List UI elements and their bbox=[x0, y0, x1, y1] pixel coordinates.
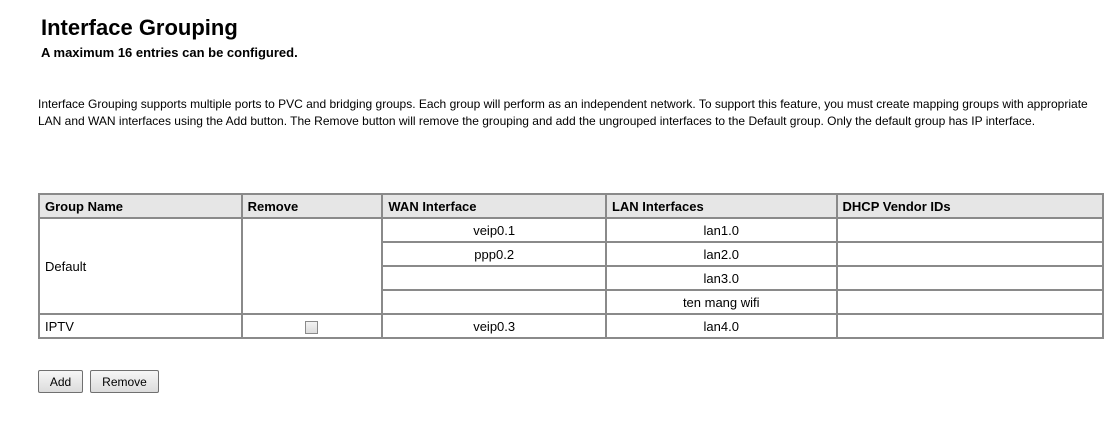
group-name-cell: IPTV bbox=[39, 314, 242, 338]
wan-interface-cell bbox=[382, 290, 606, 314]
remove-button[interactable]: Remove bbox=[90, 370, 159, 393]
header-wan-interface: WAN Interface bbox=[382, 194, 606, 218]
table-header-row bbox=[39, 194, 1103, 218]
table-row bbox=[39, 218, 1103, 242]
header-group-name: Group Name bbox=[39, 194, 242, 218]
header-dhcp-vendor-ids: DHCP Vendor IDs bbox=[837, 194, 1103, 218]
lan-interface-cell: lan4.0 bbox=[606, 314, 837, 338]
dhcp-vendor-cell bbox=[837, 290, 1103, 314]
lan-interface-cell: ten mang wifi bbox=[606, 290, 837, 314]
group-name-cell: Default bbox=[39, 218, 242, 314]
add-button[interactable]: Add bbox=[38, 370, 83, 393]
dhcp-vendor-cell bbox=[837, 218, 1103, 242]
wan-interface-cell: veip0.1 bbox=[382, 218, 606, 242]
page-title: Interface Grouping bbox=[41, 15, 238, 40]
interface-groups-table bbox=[38, 193, 1104, 339]
header-remove: Remove bbox=[242, 194, 383, 218]
remove-cell-empty bbox=[242, 218, 383, 314]
remove-iptv-checkbox[interactable] bbox=[305, 321, 318, 334]
lan-interface-cell: lan3.0 bbox=[606, 266, 837, 290]
dhcp-vendor-cell bbox=[837, 314, 1103, 338]
page-description: Interface Grouping supports multiple ports to PVC and bridging groups. Each group will perform as an independent network. To support this feature, you must create mapping groups with appropriate LAN and WAN interfaces using the Add button. The Remove button will remove the grouping and add the ungrouped interfaces to the Default group. Only the default group has IP interface. bbox=[38, 97, 1088, 128]
lan-interface-cell: lan2.0 bbox=[606, 242, 837, 266]
wan-interface-cell bbox=[382, 266, 606, 290]
wan-interface-cell: veip0.3 bbox=[382, 314, 606, 338]
lan-interface-cell: lan1.0 bbox=[606, 218, 837, 242]
table-row bbox=[39, 314, 1103, 338]
remove-cell bbox=[242, 314, 383, 338]
dhcp-vendor-cell bbox=[837, 266, 1103, 290]
dhcp-vendor-cell bbox=[837, 242, 1103, 266]
page-subtitle: A maximum 16 entries can be configured. bbox=[41, 45, 298, 60]
header-lan-interfaces: LAN Interfaces bbox=[606, 194, 837, 218]
wan-interface-cell: ppp0.2 bbox=[382, 242, 606, 266]
